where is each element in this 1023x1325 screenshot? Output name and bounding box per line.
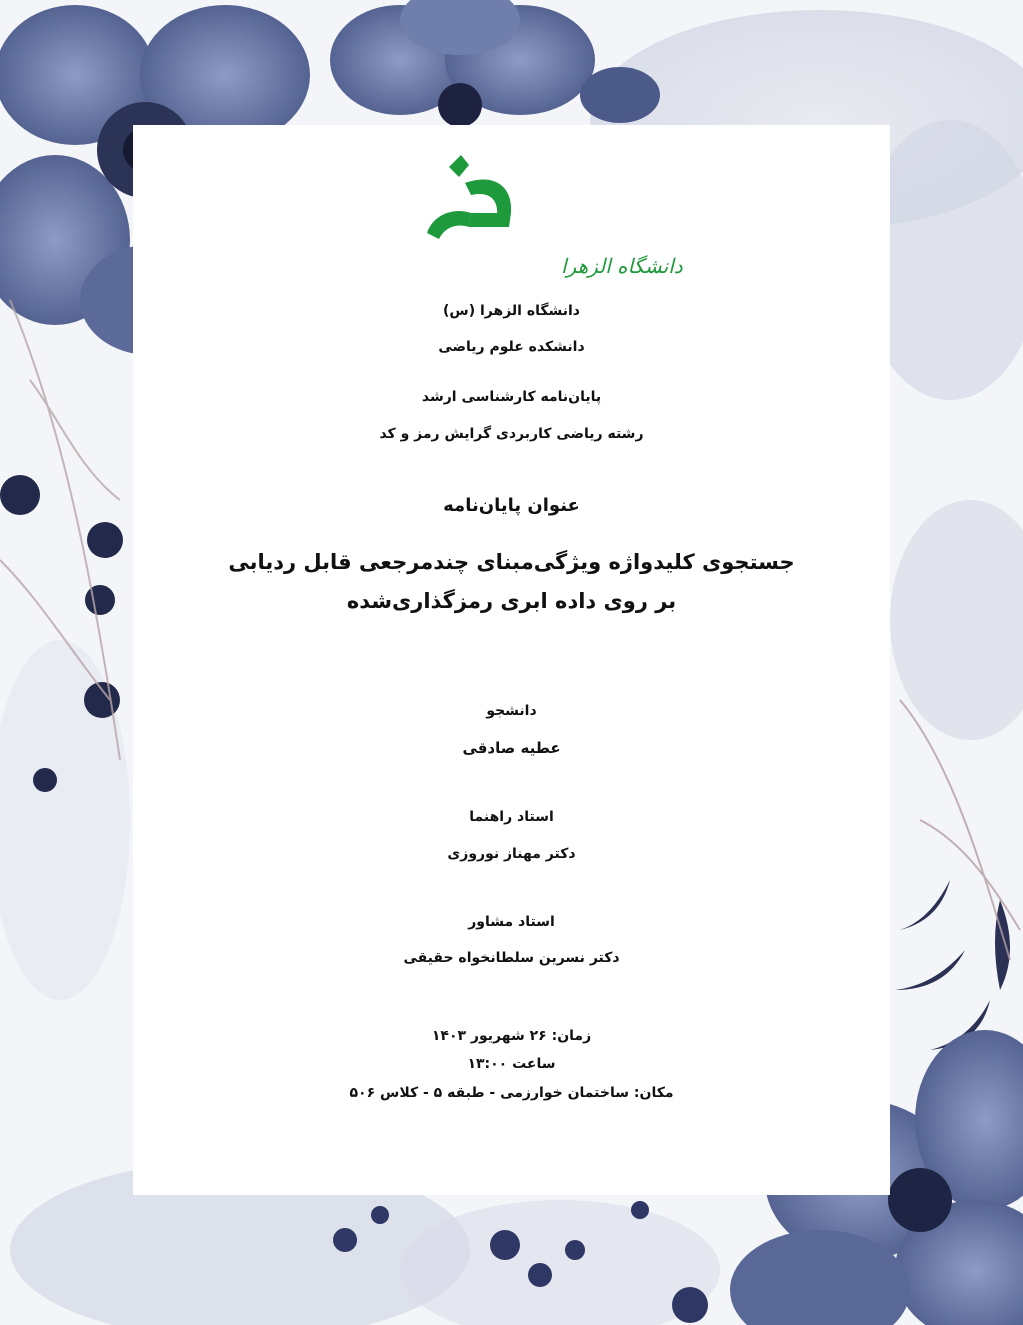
university-name: دانشگاه الزهرا (س) — [443, 303, 580, 319]
logo-text: دانشگاه الزهرا — [561, 254, 683, 278]
event-date: زمان: ۲۶ شهریور ۱۴۰۳ — [431, 1028, 592, 1044]
invitation-card — [133, 125, 890, 1195]
thesis-title-line2: بر روی داده ابری رمزگذاری‌شده — [346, 589, 677, 613]
event-location: مکان: ساختمان خوارزمی - طبقه ۵ - کلاس ۵۰۶ — [349, 1085, 674, 1101]
field-label: رشته ریاضی کاربردی گرایش رمز و کد — [379, 426, 644, 442]
advisor-label: استاد مشاور — [468, 914, 555, 930]
faculty-name: دانشکده علوم ریاضی — [438, 339, 585, 355]
student-label: دانشجو — [486, 703, 537, 719]
student-name: عطیه صادقی — [462, 739, 561, 757]
event-time: ساعت ۱۳:۰۰ — [467, 1056, 556, 1072]
university-logo — [413, 155, 683, 285]
supervisor-label: استاد راهنما — [469, 809, 554, 825]
title-heading: عنوان پایان‌نامه — [443, 495, 580, 516]
advisor-name: دکتر نسرین سلطانخواه حقیقی — [403, 950, 620, 966]
top-center-flower — [330, 0, 660, 127]
supervisor-name: دکتر مهناز نوروزی — [447, 846, 576, 862]
degree-label: پایان‌نامه کارشناسی ارشد — [421, 389, 602, 405]
thesis-title-line1: جستجوی کلیدواژه ویژگی‌مبنای چندمرجعی قابل ردیابی — [228, 550, 795, 574]
